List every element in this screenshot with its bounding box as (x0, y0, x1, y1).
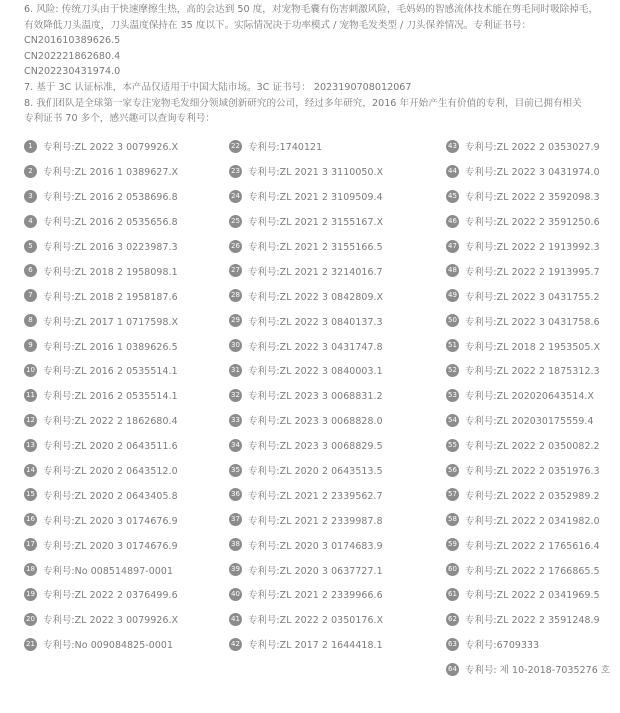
patent-number-text: 专利号:ZL 2021 2 2339987.8 (248, 515, 383, 527)
patent-item (446, 507, 610, 532)
patent-number-badge: 62 (446, 613, 459, 626)
patent-number-text: 专利号:ZL 2021 2 3214016.7 (248, 266, 383, 278)
patent-number-badge: 27 (229, 264, 242, 277)
patent-number-text: 专利号:ZL 2022 3 0431758.6 (465, 316, 600, 328)
patent-number-text: 专利号:ZL 2016 2 0535514.1 (43, 391, 178, 403)
patent-number-text: 专利号:ZL 2022 2 0352989.2 (465, 490, 600, 502)
patent-number-badge: 24 (229, 190, 242, 203)
patent-number-badge: 35 (229, 464, 242, 477)
patent-item (446, 333, 610, 358)
patent-number-badge: 13 (24, 439, 37, 452)
patent-item (24, 433, 178, 458)
patent-number-text: 专利号:ZL 2016 2 0538696.8 (43, 192, 178, 204)
patent-number-text: 专利号:ZL 2016 2 0535514.1 (43, 366, 178, 378)
intro-line: CN202221862680.4 (24, 50, 121, 62)
patent-item (446, 657, 610, 682)
patent-number-text: 专利号:ZL 2016 1 0389626.5 (43, 341, 178, 353)
patent-number-badge: 61 (446, 588, 459, 601)
intro-line: CN201610389626.5 (24, 35, 121, 47)
patent-number-badge: 59 (446, 538, 459, 551)
patent-number-badge: 39 (229, 563, 242, 576)
patent-number-text: 专利号:ZL 2022 2 1765616.4 (465, 540, 600, 552)
patent-number-text: 专利号:6709333 (465, 640, 540, 652)
patent-number-text: 专利号:No 008514897-0001 (43, 565, 174, 577)
patent-number-text: 专利号:ZL 2017 2 1644418.1 (248, 640, 383, 652)
patent-item (446, 383, 610, 408)
patent-number-text: 专利号:ZL 2022 2 1862680.4 (43, 416, 178, 428)
patent-number-badge: 48 (446, 264, 459, 277)
patent-number-badge: 54 (446, 414, 459, 427)
patent-item (446, 159, 610, 184)
patent-item (446, 308, 610, 333)
patent-item (229, 482, 383, 507)
patent-number-badge: 4 (24, 215, 37, 228)
patent-number-badge: 15 (24, 488, 37, 501)
patent-number-badge: 14 (24, 464, 37, 477)
patent-item (229, 532, 383, 557)
patent-item (229, 557, 383, 582)
patent-item (446, 184, 610, 209)
patent-item (229, 458, 383, 483)
patent-number-badge: 12 (24, 414, 37, 427)
patent-number-badge: 40 (229, 588, 242, 601)
patent-number-badge: 18 (24, 563, 37, 576)
patent-number-text: 专利号:ZL 2018 2 1958098.1 (43, 266, 178, 278)
patent-number-text: 专利号:ZL 2022 3 0079926.X (43, 142, 179, 154)
patent-item (446, 134, 610, 159)
patent-number-badge: 9 (24, 339, 37, 352)
patent-item (24, 458, 178, 483)
intro-line: 7. 基于 3C 认证标准，本产品仅适用于中国大陆市场。3C 证书号： 2023190708012067 (24, 81, 412, 93)
patent-number-text: 专利号:ZL 2023 3 0068829.5 (248, 441, 383, 453)
patent-number-badge: 26 (229, 240, 242, 253)
patent-number-badge: 58 (446, 513, 459, 526)
patent-item (446, 458, 610, 483)
patent-number-badge: 43 (446, 140, 459, 153)
intro-line: CN202230431974.0 (24, 66, 121, 78)
patent-number-text: 专利号:ZL 2022 2 3592098.3 (465, 192, 600, 204)
patent-number-badge: 38 (229, 538, 242, 551)
patent-item (446, 582, 610, 607)
patent-item (229, 209, 383, 234)
patent-number-text: 专利号:1740121 (248, 142, 323, 154)
patent-number-badge: 1 (24, 140, 37, 153)
patent-item (446, 607, 610, 632)
patent-number-badge: 52 (446, 364, 459, 377)
intro-line: 8. 我们团队是全球第一家专注宠物毛发细分领域创新研究的公司，经过多年研究，2016 年开始产生有价值的专利，目前已拥有相关 (24, 97, 582, 109)
patent-number-badge: 64 (446, 663, 459, 676)
patent-item (229, 383, 383, 408)
patent-number-text: 专利号:ZL 2022 3 0431747.8 (248, 341, 383, 353)
patent-item (24, 209, 178, 234)
patent-item (229, 408, 383, 433)
patent-number-badge: 16 (24, 513, 37, 526)
patent-item (229, 607, 383, 632)
patent-item (24, 383, 178, 408)
patent-number-badge: 5 (24, 240, 37, 253)
patent-number-text: 专利号:ZL 2022 2 3591250.6 (465, 217, 600, 229)
patent-number-text: 专利号:ZL 2021 2 3155166.5 (248, 242, 383, 253)
patent-number-badge: 6 (24, 264, 37, 277)
patent-number-text: 专利号:ZL 202030175559.4 (465, 416, 594, 428)
patent-number-text: 专利号:ZL 2022 2 0341982.0 (465, 515, 600, 527)
patent-number-text: 专利号:ZL 202020643514.X (465, 391, 594, 403)
patent-number-text: 专利号:ZL 2021 2 2339562.7 (248, 490, 383, 502)
patent-number-text: 专利号:ZL 2020 3 0174676.9 (43, 515, 178, 527)
patent-item (24, 184, 178, 209)
patent-item (229, 632, 383, 657)
patent-item (446, 258, 610, 283)
patent-column-1 (24, 134, 178, 657)
patent-number-text: 专利号:ZL 2018 2 1953505.X (465, 341, 601, 353)
patent-number-badge: 22 (229, 140, 242, 153)
patent-number-badge: 23 (229, 165, 242, 178)
patent-number-badge: 8 (24, 314, 37, 327)
patent-number-text: 专利号:ZL 2022 2 0351976.3 (465, 466, 600, 478)
patent-number-text: 专利号:ZL 2016 2 0535656.8 (43, 217, 178, 229)
patent-number-text: 专利号:ZL 2022 2 1766865.5 (465, 565, 600, 577)
patent-number-text: 专利号:ZL 2018 2 1958187.6 (43, 291, 178, 303)
patent-number-text: 专利号:ZL 2021 2 3109509.4 (248, 192, 383, 204)
patent-item (24, 134, 178, 159)
intro-line: 专利证书 70 多个，感兴趣可以查询专利号： (24, 113, 215, 125)
patent-item (24, 258, 178, 283)
patent-item (229, 308, 383, 333)
intro-text (24, 2, 614, 127)
patent-item (229, 333, 383, 358)
patent-item (24, 159, 178, 184)
patent-number-text: 专利号:ZL 2016 1 0389627.X (43, 167, 179, 179)
patent-item (446, 632, 610, 657)
patent-number-text: 专利号:ZL 2020 2 0643513.5 (248, 466, 383, 478)
patent-number-badge: 49 (446, 289, 459, 302)
intro-line: 6. 风险: 传统刀头由于快速摩擦生热，高的会达到 50 度，对宠物毛囊有伤害刺激风险，毛妈妈的智感流体技术能在剪毛同时吸除掉毛， (24, 4, 599, 15)
patent-item (446, 557, 610, 582)
patent-number-badge: 3 (24, 190, 37, 203)
patent-item (24, 408, 178, 433)
patent-number-text: 专利号:ZL 2020 2 0643512.0 (43, 466, 178, 478)
patent-number-text: 专利号:ZL 2017 1 0717598.X (43, 316, 179, 328)
patent-number-badge: 56 (446, 464, 459, 477)
patent-number-text: 专利号:ZL 2016 3 0223987.3 (43, 242, 178, 253)
patent-number-badge: 53 (446, 389, 459, 402)
patent-number-text: 专利号:No 009084825-0001 (43, 640, 174, 652)
patent-item (446, 408, 610, 433)
patent-number-badge: 19 (24, 588, 37, 601)
patent-item (229, 234, 383, 259)
patent-number-badge: 63 (446, 638, 459, 651)
patent-number-text: 专利号:ZL 2022 3 0431755.2 (465, 291, 600, 303)
patent-number-text: 专利号:ZL 2021 2 2339966.6 (248, 590, 383, 602)
patent-item (24, 308, 178, 333)
patent-number-text: 专利号:ZL 2022 3 0840003.1 (248, 366, 383, 378)
patent-number-badge: 2 (24, 165, 37, 178)
patent-number-badge: 33 (229, 414, 242, 427)
patent-item (446, 234, 610, 259)
patent-number-text: 专利号:ZL 2022 2 1913995.7 (465, 266, 600, 278)
patent-number-text: 专利号:ZL 2022 2 1913992.3 (465, 242, 600, 253)
patent-item (24, 333, 178, 358)
patent-number-badge: 34 (229, 439, 242, 452)
patent-number-badge: 37 (229, 513, 242, 526)
patent-item (446, 532, 610, 557)
patent-item (446, 358, 610, 383)
patent-item (24, 507, 178, 532)
patent-item (229, 258, 383, 283)
patent-item (446, 283, 610, 308)
patent-item (24, 532, 178, 557)
patent-number-text: 专利号:ZL 2021 3 3110050.X (248, 167, 384, 179)
patent-item (24, 283, 178, 308)
patent-number-text: 专利号:ZL 2023 3 0068828.0 (248, 416, 383, 428)
patent-item (229, 184, 383, 209)
patent-number-badge: 44 (446, 165, 459, 178)
patent-number-text: 专利号:ZL 2022 3 0431974.0 (465, 167, 600, 179)
patent-number-text: 专利号:ZL 2020 3 0174683.9 (248, 540, 383, 552)
patent-item (229, 134, 383, 159)
patent-number-badge: 57 (446, 488, 459, 501)
patent-item (24, 358, 178, 383)
patent-item (24, 482, 178, 507)
patent-number-badge: 7 (24, 289, 37, 302)
patent-number-badge: 31 (229, 364, 242, 377)
patent-number-badge: 28 (229, 289, 242, 302)
patent-number-badge: 46 (446, 215, 459, 228)
patent-number-badge: 36 (229, 488, 242, 501)
patent-number-badge: 21 (24, 638, 37, 651)
patent-number-badge: 47 (446, 240, 459, 253)
patent-item (24, 582, 178, 607)
patent-number-text: 专利号:ZL 2020 3 0174676.9 (43, 540, 178, 552)
patent-number-text: 专利号:ZL 2023 3 0068831.2 (248, 391, 383, 403)
patent-item (229, 582, 383, 607)
patent-item (446, 482, 610, 507)
intro-line: 有效降低刀头温度，刀头温度保持在 35 度以下。实际情况决于功率模式 / 宠物毛发类型 / 刀头保养情况。专利证书号： (24, 19, 532, 31)
patent-number-text: 专利号:ZL 2022 2 3591248.9 (465, 615, 600, 627)
patent-item (446, 209, 610, 234)
patent-number-badge: 60 (446, 563, 459, 576)
patent-number-text: 专利号:ZL 2022 2 0376499.6 (43, 590, 178, 602)
patent-number-text: 专利号:ZL 2022 2 0350176.X (248, 615, 384, 627)
patent-number-badge: 11 (24, 389, 37, 402)
patent-number-badge: 50 (446, 314, 459, 327)
patent-number-badge: 45 (446, 190, 459, 203)
patent-number-text: 专利号:ZL 2022 2 0350082.2 (465, 441, 600, 453)
patent-number-badge: 30 (229, 339, 242, 352)
patent-item (229, 159, 383, 184)
patent-number-badge: 55 (446, 439, 459, 452)
patent-column-3 (446, 134, 610, 682)
patent-number-badge: 51 (446, 339, 459, 352)
patent-number-badge: 41 (229, 613, 242, 626)
patent-item (24, 607, 178, 632)
patent-number-badge: 32 (229, 389, 242, 402)
patent-number-text: 专利号:ZL 2022 3 0840137.3 (248, 316, 383, 328)
patent-item (24, 632, 178, 657)
patent-number-text: 专利号:ZL 2022 3 0842809.X (248, 291, 384, 303)
patent-number-text: 专利号:ZL 2022 2 0353027.9 (465, 142, 600, 154)
patent-number-text: 专利号:ZL 2022 2 0341969.5 (465, 590, 600, 602)
patent-number-text: 专利号: 제 10-2018-7035276 호 (465, 665, 611, 677)
patent-column-2 (229, 134, 383, 657)
patent-number-badge: 10 (24, 364, 37, 377)
patent-number-text: 专利号:ZL 2021 2 3155167.X (248, 217, 384, 229)
patent-number-badge: 42 (229, 638, 242, 651)
patent-number-text: 专利号:ZL 2022 2 1875312.3 (465, 366, 600, 378)
patent-item (229, 283, 383, 308)
patent-number-text: 专利号:ZL 2020 2 0643405.8 (43, 490, 178, 502)
patent-number-text: 专利号:ZL 2020 3 0637727.1 (248, 565, 383, 577)
patent-number-badge: 20 (24, 613, 37, 626)
patent-item (24, 557, 178, 582)
patent-item (229, 433, 383, 458)
patent-item (446, 433, 610, 458)
patent-number-badge: 29 (229, 314, 242, 327)
patent-item (24, 234, 178, 259)
patent-number-badge: 25 (229, 215, 242, 228)
patent-item (229, 507, 383, 532)
patent-item (229, 358, 383, 383)
patent-number-text: 专利号:ZL 2020 2 0643511.6 (43, 441, 178, 453)
patent-number-badge: 17 (24, 538, 37, 551)
patent-number-text: 专利号:ZL 2022 3 0079926.X (43, 615, 179, 627)
